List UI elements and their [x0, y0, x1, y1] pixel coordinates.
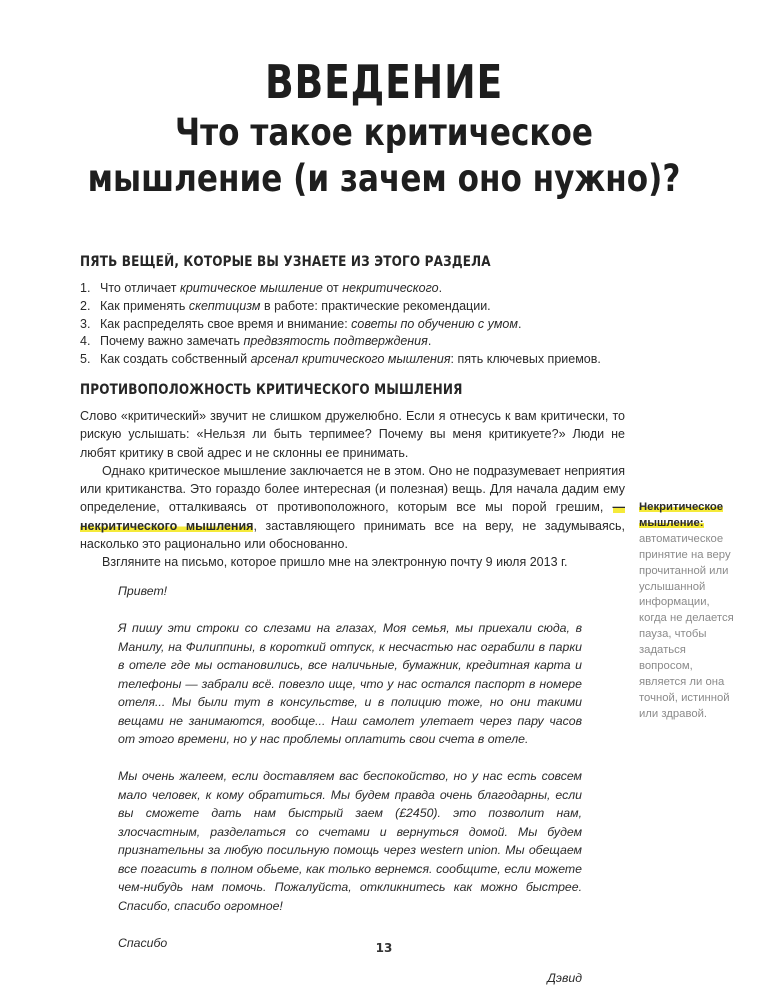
- paragraph: Слово «критический» звучит не слишком дружелюбно. Если я отнесусь к вам критически, то рискую услышать: «Нельзя ли быть терпимее? Почему вы меня критикуете?» Люди не любят критику в свой адрес и не склонны ее принимать.: [80, 409, 625, 460]
- definition-term: Некритическое мышление:: [639, 501, 724, 529]
- list-item: 5. Как создать собственный арсенал критического мышления: пять ключевых приемов.: [80, 352, 601, 367]
- paragraph: Однако критическое мышление заключается не в этом. Оно не подразумевает неприятия или критиканства. Это гораздо более интересная (и полезная) вещь. Для начала дадим ему определение, отталкиваясь от противоположного, которым все мы порой грешим, — некритического мышления, заставляющего принимать все на веру, не задумываясь, насколько это рационально или обоснованно.: [80, 463, 625, 552]
- letter-greeting: Привет!: [118, 584, 168, 598]
- chapter-label: ВВЕДЕНИЕ: [264, 55, 504, 109]
- chapter-title: [61, 110, 706, 202]
- definition-text: автоматическое принятие на веру прочитанной или услышанной информации, когда не делается пауза, чтобы задаться вопросом, является ли она точной, истинной или здравой.: [639, 532, 734, 720]
- list-item: 3. Как распределять свое время и внимание: советы по обучению с умом.: [80, 316, 522, 331]
- list-item: 1. Что отличает критическое мышление от некритического.: [80, 281, 443, 295]
- body-text: [80, 407, 625, 572]
- margin-definition: [639, 500, 739, 723]
- highlighted-term: — некритического мышления: [80, 500, 625, 533]
- chapter-title-line-2: мышление (и зачем оно нужно)?: [87, 157, 681, 200]
- letter-paragraph: Я пишу эти строки со слезами на глазах, Моя семья, мы приехали сюда, в Манилу, на Филиппины, в короткий отпуск, к несчастью нас ограбили в парки в отеле где мы остановились, все наличьные, бумажник, кредитная карта и телефоны — забрали всё. повезло ище, что у нас остался паспорт в номере отеля... Мы были тут в консульстве, и в полицию тоже, но они такими вещами не занимаются, вообще... Наш самолет улетает через пару часов от этого времени, но у нас проблемы оплатить свои счета в отеле.: [118, 621, 582, 746]
- chapter-title-line-1: Что такое критическое: [175, 111, 593, 154]
- list-item: 4. Почему важно замечать предвзятость подтверждения.: [80, 334, 432, 349]
- page-number: 13: [375, 941, 393, 955]
- section-heading-opposite: ПРОТИВОПОЛОЖНОСТЬ КРИТИЧЕСКОГО МЫШЛЕНИЯ: [80, 382, 463, 398]
- letter-paragraph: Мы очень жалеем, если доставляем вас беспокойство, но у нас есть совсем мало человек, к кому обратиться. Мы будем правда очень благодарны, если вы сможете дать нам быстрый заем (£2450). это позволит нам, злосчастным, разделаться со счетами и вернуться домой. Мы будем признательны за любую посильную помощь через western union. Мы обещаем все погасить в полном обьеме, как только вернемся. сообщите, если можете чем-нибудь нам помочь. Пожалуйста, откликнитесь как можно быстрее. Спасибо, спасибо огромное!: [118, 769, 582, 913]
- learning-list: [80, 280, 640, 369]
- paragraph: Взгляните на письмо, которое пришло мне на электронную почту 9 июля 2013 г.: [102, 555, 568, 570]
- letter-signature: Дэвид: [547, 970, 582, 985]
- section-heading-five-things: ПЯТЬ ВЕЩЕЙ, КОТОРЫЕ ВЫ УЗНАЕТЕ ИЗ ЭТОГО РАЗДЕЛА: [80, 254, 491, 270]
- letter-closing: Спасибо: [118, 935, 168, 950]
- list-item: 2. Как применять скептицизм в работе: практические рекомендации.: [80, 298, 491, 313]
